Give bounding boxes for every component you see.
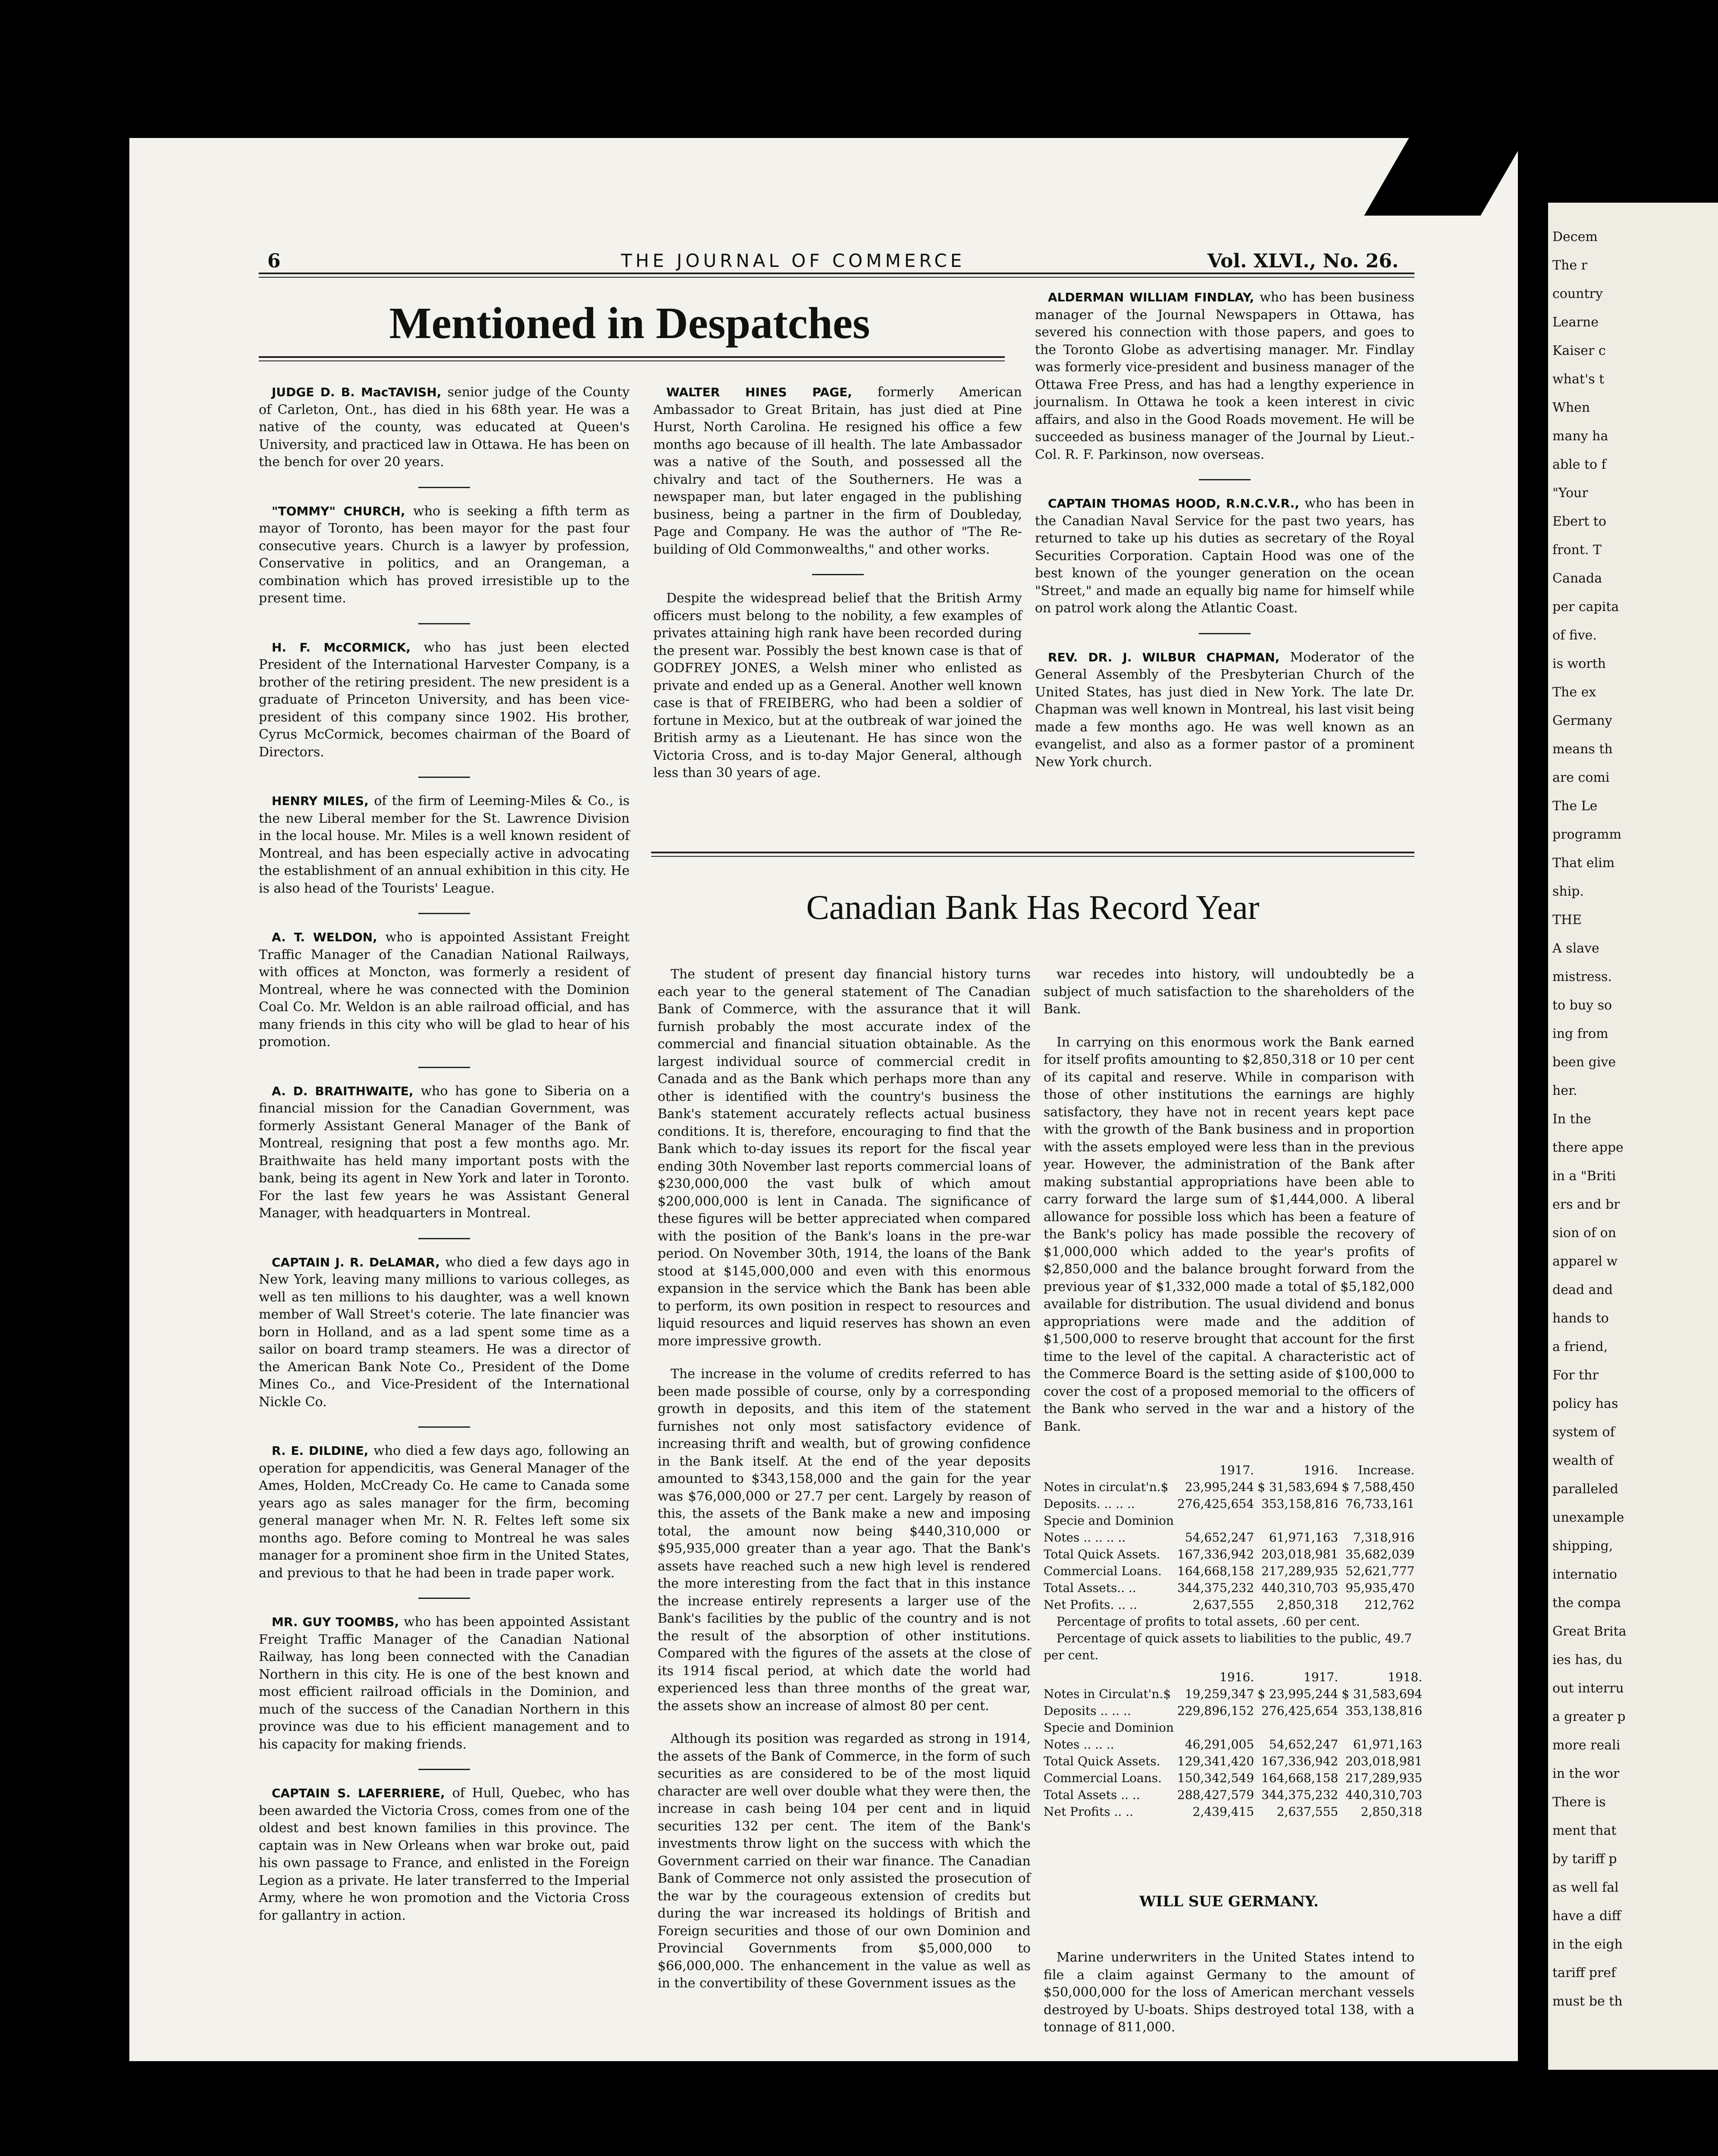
facing-page-line: her.: [1552, 1083, 1577, 1098]
facing-page-line: there appe: [1552, 1140, 1624, 1155]
table-row: [1044, 1702, 1426, 1719]
table-cell: 46,291,005: [1185, 1737, 1254, 1752]
table-row: [1044, 1786, 1426, 1803]
despatch-item: [259, 503, 630, 608]
facing-page-line: internatio: [1552, 1567, 1617, 1582]
table-row: [1044, 1596, 1418, 1613]
person-name: H. F. McCORMICK,: [272, 640, 424, 655]
table-cell: Notes .. .. .. ..: [1044, 1530, 1126, 1545]
facing-page-line: in the wor: [1552, 1766, 1620, 1781]
table-cell: Notes .. .. ..: [1044, 1737, 1114, 1752]
item-separator: [418, 1769, 470, 1770]
table-cell: 229,896,152: [1177, 1704, 1254, 1718]
facing-page-line: Kaiser c: [1552, 343, 1606, 358]
table-cell: 344,375,232: [1177, 1581, 1254, 1595]
table-cell: 344,375,232: [1261, 1788, 1339, 1802]
table-cell: Commercial Loans.: [1044, 1564, 1162, 1578]
figures-table: [1044, 1462, 1418, 1613]
table-cell: [1257, 1512, 1342, 1529]
item-text: who has been business manager of the Journal Newspapers in Ottawa, has severed his connection with those papers, and goes to the Toronto Globe as advertising manager. Mr. Findlay was formerly vice-president and business manager of the Ottawa Free Press, and has had a lengthy experience in journalism. In Ottawa he took a keen interest in civic affairs, and also in the Good Roads movement. He will be succeeded as business manager of the Journal by Lieut.-Col. R. F. Parkinson, now overseas.: [1035, 290, 1415, 462]
item-separator: [418, 487, 470, 488]
facing-page-line: shipping,: [1552, 1539, 1613, 1554]
facing-page-line: ment that: [1552, 1823, 1617, 1838]
facing-page: [1548, 203, 1718, 2070]
despatch-item: [653, 590, 1022, 782]
table-cell: 164,668,158: [1177, 1564, 1254, 1578]
item-text: of the firm of Leeming-Miles & Co., is the new Liberal member for the St. Lawrence Division in the local house. Mr. Miles is a well known resident of Montreal, and has been especially active in advocating the establishment of an annual exhibition in this city. He is also head of the Tourists' League.: [259, 793, 630, 896]
figures-table: [1044, 1669, 1426, 1820]
table-cell: [1342, 1512, 1418, 1529]
facing-page-line: Learne: [1552, 315, 1599, 330]
table-cell: [1177, 1719, 1257, 1736]
person-name: A. D. BRAITHWAITE,: [272, 1084, 421, 1098]
item-separator: [418, 913, 470, 914]
table-header-cell: 1917.: [1220, 1463, 1254, 1477]
table-cell: 167,336,942: [1177, 1547, 1254, 1561]
facing-page-line: apparel w: [1552, 1254, 1618, 1269]
facing-page-line: unexample: [1552, 1510, 1624, 1525]
table-cell: 167,336,942: [1261, 1754, 1339, 1768]
facing-page-line: more reali: [1552, 1738, 1621, 1753]
table-cell: 203,018,981: [1345, 1754, 1423, 1768]
table-cell: [1177, 1512, 1257, 1529]
table-row: [1044, 1546, 1418, 1563]
facing-page-line: a friend,: [1552, 1339, 1608, 1354]
facing-page-line: The Le: [1552, 799, 1598, 814]
table-cell: 23,995,244: [1185, 1480, 1254, 1494]
facing-page-line: out interru: [1552, 1681, 1624, 1696]
table-cell: Total Assets .. ..: [1044, 1788, 1140, 1802]
bank-column-1: [658, 966, 1031, 2008]
facing-page-line: hands to: [1552, 1311, 1609, 1326]
facing-page-line: many ha: [1552, 429, 1608, 444]
table-header-cell: Increase.: [1358, 1463, 1415, 1477]
facing-page-line: The r: [1552, 258, 1587, 273]
table-cell: 353,138,816: [1345, 1704, 1423, 1718]
item-text: of Hull, Quebec, who has been awarded the Victoria Cross, comes from one of the oldest and best known families in this province. The captain was in New Orleans when war broke out, paid his own passage to France, and enlisted in the Foreign Legion as a private. He later transferred to the Imperial Army, where he won promotion and the Victoria Cross for gallantry in action.: [259, 1786, 630, 1923]
table-cell: 52,621,777: [1345, 1564, 1415, 1578]
item-text: who died a few days ago, following an operation for appendicitis, was General Manager of the Ames, Holden, McCready Co. He came to Canada some years ago as sales manager for the firm, becoming general manager when Mr. N. R. Feltes left some six months ago. Before coming to Montreal he was sales manager for a prominent shoe firm in the United States, and previous to that he had been in trade paper work.: [259, 1443, 630, 1581]
item-text: who is seeking a fifth term as mayor of Toronto, has been mayor for the past four consecutive years. Church is a lawyer by profession, Conservative in politics, and an Orangeman, a combination which has proved irresistible up to the present time.: [259, 503, 630, 606]
facing-page-line: is worth: [1552, 656, 1606, 671]
item-text: Despite the widespread belief that the British Army officers must belong to the nobility, a few examples of privates attaining high rank have been recorded during the present war. Possibly the best known case is that of GODFREY JONES, a Welsh miner who enlisted as private and ended up as a General. Another well known case is that of FREIBERG, who had been a soldier of fortune in Mexico, but at the outbreak of war joined the British army as a Lieutenant. He has since won the Victoria Cross, and is to-day Major General, although less than 30 years of age.: [653, 591, 1022, 780]
item-text: senior judge of the County of Carleton, Ont., has died in his 68th year. He was a native of the county, was educated at Queen's University, and practiced law in Ottawa. He has been on the bench for over 20 years.: [259, 385, 630, 470]
table-cell: 129,341,420: [1177, 1754, 1254, 1768]
despatch-item: [1035, 495, 1414, 617]
volume-number: Vol. XLVI., No. 26.: [1207, 250, 1399, 272]
facing-page-line: For thr: [1552, 1368, 1599, 1383]
item-text: who has just been elected President of the International Harvester Company, is a brother of the retiring president. The new president is a graduate of Princeton University, and has been vice-president of this company since 1902. His brother, Cyrus McCormick, becomes chairman of the Board of Directors.: [259, 639, 630, 760]
facing-page-line: policy has: [1552, 1396, 1618, 1411]
person-name: CAPTAIN S. LAFERRIERE,: [272, 1786, 452, 1800]
facing-page-line: programm: [1552, 827, 1621, 842]
item-separator: [418, 777, 470, 778]
bank-title: Canadian Bank Has Record Year: [806, 889, 1260, 927]
bank-table-1: [1044, 1462, 1414, 1664]
table-cell: $ 31,583,694: [1342, 1687, 1423, 1701]
facing-page-line: of five.: [1552, 628, 1597, 643]
table-cell: 217,289,935: [1261, 1564, 1339, 1578]
table-cell: $ 31,583,694: [1257, 1480, 1339, 1494]
table-cell: Deposits .. .. ..: [1044, 1704, 1131, 1718]
table-cell: Deposits. .. .. ..: [1044, 1497, 1135, 1511]
person-name: "TOMMY" CHURCH,: [272, 504, 414, 518]
table-cell: 54,652,247: [1185, 1530, 1254, 1545]
facing-page-line: There is: [1552, 1795, 1606, 1810]
bank-table-2: [1044, 1669, 1423, 1820]
table-cell: 76,733,161: [1345, 1497, 1415, 1511]
table-cell: 203,018,981: [1261, 1547, 1339, 1561]
item-text: who has been appointed Assistant Freight Traffic Manager of the Canadian National Railway, has long been connected with the Canadian Northern in this city. He is one of the best known and most efficient railroad officials in the Dominion, and much of the success of the Canadian Northern in this province was due to his efficient management and to his capacity for making friends.: [259, 1614, 630, 1752]
person-name: CAPTAIN J. R. DeLAMAR,: [272, 1255, 445, 1269]
facing-page-line: Decem: [1552, 229, 1598, 244]
table-cell: Net Profits .. ..: [1044, 1805, 1134, 1819]
table-cell: 150,342,549: [1177, 1771, 1254, 1785]
facing-page-line: In the: [1552, 1112, 1591, 1127]
facing-page-line: A slave: [1552, 941, 1599, 956]
table-cell: 440,310,703: [1261, 1581, 1339, 1595]
despatch-item: [259, 639, 630, 761]
despatch-item: [259, 1785, 630, 1924]
despatches-column-3: [1035, 289, 1414, 787]
despatch-item: [259, 793, 630, 897]
table-row: [1044, 1529, 1418, 1546]
facing-page-line: ies has, du: [1552, 1652, 1623, 1667]
facing-page-line: ing from: [1552, 1026, 1608, 1041]
table-note: Percentage of profits to total assets, .60 per cent.: [1057, 1614, 1360, 1629]
facing-page-line: as well fal: [1552, 1880, 1619, 1895]
table-cell: Commercial Loans.: [1044, 1771, 1162, 1785]
facing-page-line: dead and: [1552, 1282, 1613, 1297]
person-name: MR. GUY TOOMBS,: [272, 1615, 404, 1629]
person-name: CAPTAIN THOMAS HOOD, R.N.C.V.R.,: [1048, 496, 1305, 511]
table-row: [1044, 1719, 1426, 1736]
table-cell: Specie and Dominion: [1044, 1514, 1174, 1528]
despatch-item: [653, 384, 1022, 558]
person-name: ALDERMAN WILLIAM FINDLAY,: [1048, 290, 1260, 304]
table-cell: 217,289,935: [1345, 1771, 1423, 1785]
article-paragraph: The increase in the volume of credits referred to has been made possible of course, only by a corresponding growth in deposits, and this item of the statement furnishes not only most satisfactory evidence of increasing thrift and wealth, but of growing confidence in the Bank itself. At the end of the year deposits amounted to $343,158,000 and the gain for the year was $76,000,000 or 27.7 per cent. Largely by reason of this, the assets of the Bank make a new and imposing total, the amount now being $440,310,000 or $95,935,000 greater than a year ago. That the Bank's assets have reached such a new high level is rendered the more interesting from the fact that in this instance the increase entirely represents a larger use of the Bank's facilities by the public of the country and is not the result of the absorption of other institutions. Compared with the figures of the assets at the close of its 1914 fiscal period, at which date the world had experienced less than three months of the great war, the assets show an increase of almost 80 per cent.: [658, 1366, 1031, 1714]
will-sue-article: [1044, 1949, 1414, 2052]
facing-page-line: per capita: [1552, 599, 1619, 614]
facing-page-line: are comi: [1552, 770, 1610, 785]
facing-page-line: by tariff p: [1552, 1852, 1617, 1867]
table-note: Percentage of quick assets to liabilities to the public, 49.7 per cent.: [1044, 1631, 1412, 1662]
item-separator: [1199, 633, 1251, 634]
item-text: who is appointed Assistant Freight Traffic Manager of the Canadian National Railways, with offices at Moncton, was formerly a resident of Montreal, where he was connected with the Dominion Coal Co. Mr. Weldon is an able railroad official, and has many friends in this city who will be glad to hear of his promotion.: [259, 930, 630, 1050]
item-text: Moderator of the General Assembly of the Presbyterian Church of the United States, has just died in New York. The late Dr. Chapman was well known in Montreal, his last visit being made a few months ago. He was well known as an evangelist, and also as a former pastor of a prominent New York church.: [1035, 649, 1415, 770]
despatch-item: [259, 1614, 630, 1753]
bank-column-2: [1044, 966, 1414, 1451]
table-cell: 2,439,415: [1192, 1805, 1254, 1819]
table-cell: 54,652,247: [1269, 1737, 1339, 1752]
item-text: formerly American Ambassador to Great Britain, has just died at Pine Hurst, North Carolina. He resigned his office a few months ago because of ill health. The late Ambassador was a native of the South, and possessed all the chivalry and tact of the Southerners. He was a newspaper man, but later engaged in the publishing business, being a partner in the firm of Doubleday, Page and Company. He was the author of "The Re-building of Old Commonwealths," and other works.: [653, 385, 1022, 557]
header-rule: [259, 273, 1414, 278]
facing-page-line: THE: [1552, 912, 1582, 928]
table-cell: 164,668,158: [1261, 1771, 1339, 1785]
table-cell: Notes in Circulat'n.$: [1044, 1687, 1171, 1701]
article-paragraph: Although its position was regarded as strong in 1914, the assets of the Bank of Commerce, in the form of such securities as are considered to be of the most liquid character are well over double what they were then, the increase in cash being 104 per cent and in liquid securities 132 per cent. The item of the Bank's investments throw light on the success with which the Government carried on their war finance. The Canadian Bank of Commerce not only assisted the prosecution of the war by the courageous extension of credits but during the war increased its holdings of British and Foreign securities and those of our own Dominion and Provincial Governments from $5,000,000 to $66,000,000. The enhancement in the value as well as in the convertibility of these Government issues as the: [658, 1731, 1031, 1991]
table-cell: Notes in circulat'n.$: [1044, 1480, 1169, 1494]
table-row: [1044, 1770, 1426, 1786]
table-row: [1044, 1579, 1418, 1596]
despatch-item: [259, 1442, 630, 1582]
table-cell: 2,637,555: [1192, 1598, 1254, 1612]
article-paragraph: In carrying on this enormous work the Bank earned for itself profits amounting to $2,850,318 or 10 per cent of its capital and reserve. While in comparison with those of other institutions the earnings are highly satisfactory, they have not in recent years kept pace with the growth of the Bank business and in proportion with the assets employed were less than in the previous year. However, the administration of the Bank after making substantial appropriations have been able to carry forward the large sum of $1,444,000. A liberal allowance for possible loss which has been a feature of the Bank's policy has made possible the recovery of $1,000,000 which added to the year's profits of $2,850,000 and the balance brought forward from the previous year of $1,332,000 made a total of $5,182,000 available for distribution. The usual dividend and bonus appropriations were made and the addition of $1,500,000 to reserve brought that account for the first time to the level of the capital. A characteristic act of the Commerce Board is the setting aside of $100,000 to cover the cost of a proposed memorial to the officers of the Bank who served in the war and a history of the Bank.: [1044, 1034, 1414, 1434]
facing-page-line: must be th: [1552, 1994, 1623, 2009]
table-row: [1044, 1686, 1426, 1702]
facing-page-line: have a diff: [1552, 1908, 1621, 1924]
facing-page-line: Canada: [1552, 571, 1602, 586]
table-header-cell: 1916.: [1220, 1670, 1254, 1684]
table-cell: Total Quick Assets.: [1044, 1754, 1160, 1768]
facing-page-line: been give: [1552, 1055, 1616, 1070]
facing-page-line: The ex: [1552, 685, 1596, 700]
despatches-column-1: [259, 384, 630, 1940]
item-separator: [418, 1426, 470, 1428]
table-cell: 61,971,163: [1269, 1530, 1339, 1545]
table-cell: 288,427,579: [1177, 1788, 1254, 1802]
table-cell: 440,310,703: [1345, 1788, 1423, 1802]
will-sue-text: Marine underwriters in the United States intend to file a claim against Germany to the amount of $50,000,000 for the loss of American merchant vessels destroyed by U-boats. Ships destroyed total 138, with a tonnage of 811,000.: [1044, 1950, 1414, 2035]
facing-page-line: the compa: [1552, 1595, 1621, 1611]
person-name: REV. DR. J. WILBUR CHAPMAN,: [1048, 650, 1290, 664]
table-cell: 95,935,470: [1345, 1581, 1415, 1595]
table-cell: Net Profits. .. ..: [1044, 1598, 1137, 1612]
facing-page-line: a greater p: [1552, 1709, 1626, 1724]
facing-page-line: Germany: [1552, 713, 1612, 728]
table-cell: 35,682,039: [1345, 1547, 1415, 1561]
despatches-title-rule: [259, 356, 1005, 361]
table-cell: Specie and Dominion: [1044, 1720, 1174, 1735]
table-row: [1044, 1563, 1418, 1579]
table-cell: 2,850,318: [1276, 1598, 1339, 1612]
table-row: [1044, 1803, 1426, 1820]
facing-page-line: paralleled: [1552, 1482, 1618, 1497]
item-separator: [418, 1238, 470, 1239]
table-cell: $ 23,995,244: [1257, 1687, 1339, 1701]
item-separator: [1199, 479, 1251, 480]
item-separator: [418, 1598, 470, 1599]
facing-page-line: means th: [1552, 742, 1613, 757]
table-cell: 276,425,654: [1261, 1704, 1339, 1718]
table-header-cell: 1916.: [1304, 1463, 1339, 1477]
article-paragraph: The student of present day financial history turns each year to the general statement of The Canadian Bank of Commerce, with the assurance that it will furnish probably the most accurate index of the commercial and financial situation obtainable. As the largest individual source of commercial credit in Canada and as the Bank which perhaps more than any other is identified with the country's business the Bank's statement accurately reflects actual business conditions. It is, therefore, encouraging to find that the Bank which to-day issues its report for the fiscal year ending 30th November last reports commercial loans of $230,000,000 the vast bulk of which amout $200,000,000 is lent in Canada. The significance of these figures will be better appreciated when compared with the position of the Bank's loans in the pre-war period. On November 30th, 1914, the loans of the Bank stood at $145,000,000 and even with this enormous expansion in the service which the Bank has been able to perform, its own position in respect to resources and liquid resources and liquid reserves has shown an even more impressive growth.: [658, 967, 1031, 1349]
table-cell: [1342, 1719, 1426, 1736]
table-cell: 19,259,347: [1185, 1687, 1254, 1701]
despatch-item: [259, 384, 630, 471]
facing-page-line: Great Brita: [1552, 1624, 1627, 1639]
bank-section-rule: [651, 852, 1414, 857]
table-cell: 353,158,816: [1261, 1497, 1339, 1511]
person-name: A. T. WELDON,: [272, 930, 386, 944]
table-cell: Total Assets.. ..: [1044, 1581, 1136, 1595]
facing-page-line: system of: [1552, 1425, 1615, 1440]
item-text: who died a few days ago in New York, leaving many millions to various colleges, as well as ten millions to his daughter, was a well known member of Wall Street's coterie. The late financier was born in Holland, and as a lad spent some time as a sailor on board tramp steamers. He was a director of the American Bank Note Co., President of the Dome Mines Co., and Vice-President of the International Nickle Co.: [259, 1254, 630, 1410]
facing-page-line: to buy so: [1552, 998, 1612, 1013]
facing-page-line: sion of on: [1552, 1225, 1616, 1241]
despatch-item: [259, 929, 630, 1051]
facing-page-line: tariff pref: [1552, 1965, 1616, 1981]
item-text: who has been in the Canadian Naval Service for the past two years, has returned to take up his duties as secretary of the Royal Securities Corporation. Captain Hood was one of the best known of the younger generation on the ocean "Street," and made an equally big name for himself while on patrol work along the Atlantic Coast.: [1035, 496, 1414, 616]
table-cell: 7,318,916: [1353, 1530, 1415, 1545]
facing-page-line: That elim: [1552, 856, 1615, 871]
person-name: WALTER HINES PAGE,: [666, 385, 878, 399]
facing-page-line: ship.: [1552, 884, 1584, 899]
table-row: [1044, 1736, 1426, 1753]
table-cell: 2,850,318: [1361, 1805, 1423, 1819]
item-separator: [418, 1067, 470, 1068]
item-text: who has gone to Siberia on a financial mission for the Canadian Government, was formerly Assistant General Manager of the Bank of Montreal, resigning that post a few months ago. Mr. Braithwaite has held many important posts with the bank, being its agent in New York and later in Toronto. For the last few years he was Assistant General Manager, with headquarters in Montreal.: [259, 1083, 630, 1221]
despatch-item: [259, 1254, 630, 1411]
facing-page-line: When: [1552, 400, 1590, 415]
table-header-cell: [1044, 1462, 1177, 1479]
page-header: [129, 250, 1414, 276]
table-row: [1044, 1512, 1418, 1529]
table-cell: Total Quick Assets.: [1044, 1547, 1160, 1561]
table-row: [1044, 1495, 1418, 1512]
table-row: [1044, 1753, 1426, 1770]
facing-page-line: in a "Briti: [1552, 1169, 1616, 1184]
person-name: JUDGE D. B. MacTAVISH,: [272, 385, 448, 399]
will-sue-title: WILL SUE GERMANY.: [1139, 1893, 1319, 1910]
table-row: [1044, 1479, 1418, 1495]
page-number: 6: [267, 250, 281, 272]
table-cell: [1257, 1719, 1342, 1736]
table-cell: 61,971,163: [1353, 1737, 1423, 1752]
facing-page-line: wealth of: [1552, 1453, 1613, 1468]
despatch-item: [1035, 649, 1414, 771]
person-name: HENRY MILES,: [272, 794, 374, 808]
running-title: THE JOURNAL OF COMMERCE: [621, 250, 966, 271]
facing-page-line: country: [1552, 286, 1603, 301]
facing-page-line: front. T: [1552, 542, 1602, 558]
table-header-cell: [1044, 1669, 1177, 1686]
table-cell: 276,425,654: [1177, 1497, 1254, 1511]
item-separator: [418, 623, 470, 624]
despatch-item: [1035, 289, 1414, 464]
item-separator: [812, 574, 864, 575]
person-name: R. E. DILDINE,: [272, 1444, 374, 1458]
table-cell: $ 7,588,450: [1342, 1480, 1415, 1494]
facing-page-line: ers and br: [1552, 1197, 1620, 1212]
table-cell: 212,762: [1364, 1598, 1415, 1612]
facing-page-line: able to f: [1552, 457, 1606, 472]
facing-page-line: in the eigh: [1552, 1937, 1623, 1952]
article-paragraph: war recedes into history, will undoubtedly be a subject of much satisfaction to the shareholders of the Bank.: [1044, 967, 1414, 1017]
table-header-cell: 1917.: [1304, 1670, 1339, 1684]
facing-page-line: Ebert to: [1552, 514, 1606, 529]
despatches-column-2: [653, 384, 1022, 798]
facing-page-line: "Your: [1552, 486, 1588, 501]
despatches-title: Mentioned in Despatches: [389, 298, 870, 348]
table-cell: 2,637,555: [1276, 1805, 1339, 1819]
table-header-cell: 1918.: [1388, 1670, 1423, 1684]
facing-page-line: what's t: [1552, 372, 1605, 387]
facing-page-line: mistress.: [1552, 969, 1612, 984]
despatch-item: [259, 1083, 630, 1222]
